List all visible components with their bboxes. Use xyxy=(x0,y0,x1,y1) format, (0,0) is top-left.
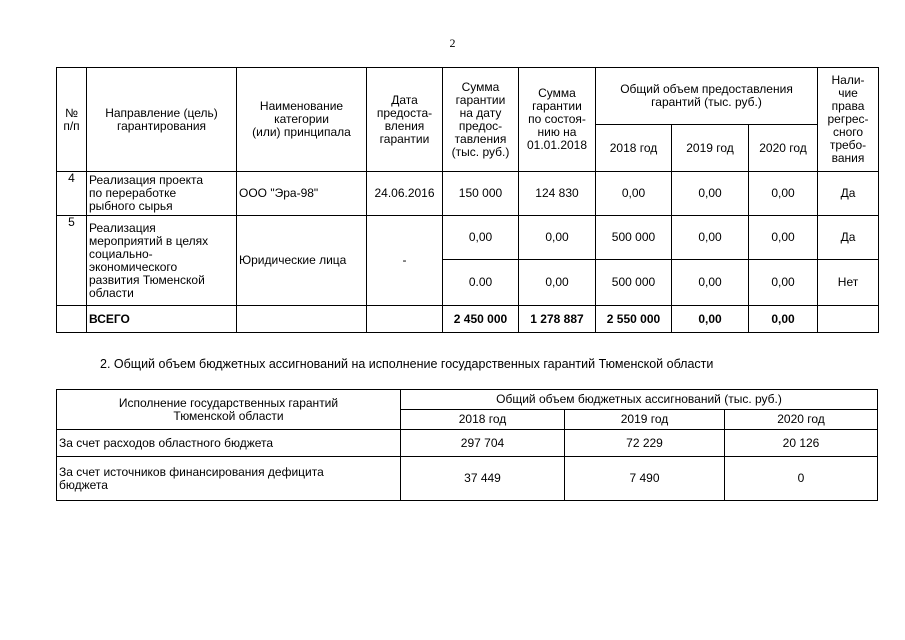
header-year-2019: 2019 год xyxy=(565,410,725,430)
row-sum-state: 124 830 xyxy=(519,172,596,216)
header-total-allocations: Общий объем бюджетных ассигнований (тыс. руб.) xyxy=(401,390,878,410)
row-2018: 297 704 xyxy=(401,430,565,457)
total-empty-cell xyxy=(367,306,443,333)
row-direction: Реализация проекта по переработке рыбного сырья xyxy=(87,172,237,216)
header-regress: Нали- чие права регрес- сного требо- вания xyxy=(818,68,879,172)
section-2-title: 2. Общий объем бюджетных ассигнований на исполнение государственных гарантий Тюменской области xyxy=(100,357,714,371)
header-total-volume: Общий объем предоставления гарантий (тыс. руб.) xyxy=(596,68,818,125)
row-date: - xyxy=(367,216,443,306)
header-sum-date: Сумма гарантии на дату предос- тавления (тыс. руб.) xyxy=(443,68,519,172)
row-date: 24.06.2016 xyxy=(367,172,443,216)
header-year-2018: 2018 год xyxy=(596,125,672,172)
total-empty-cell xyxy=(237,306,367,333)
header-num: № п/п xyxy=(57,68,87,172)
row-num: 4 xyxy=(57,172,87,216)
row-label: За счет расходов областного бюджета xyxy=(57,430,401,457)
table-row xyxy=(57,172,879,216)
row-2018: 0,00 xyxy=(596,172,672,216)
row-2018: 500 000 xyxy=(596,216,672,260)
header-year-2019: 2019 год xyxy=(672,125,749,172)
header-direction: Направление (цель) гарантирования xyxy=(87,68,237,172)
table-row xyxy=(57,216,879,260)
total-sum-state: 1 278 887 xyxy=(519,306,596,333)
total-empty-cell xyxy=(818,306,879,333)
page-number: 2 xyxy=(449,36,456,50)
total-row xyxy=(57,306,879,333)
total-sum-date: 2 450 000 xyxy=(443,306,519,333)
row-2019: 0,00 xyxy=(672,260,749,306)
total-2019: 0,00 xyxy=(672,306,749,333)
total-empty-cell xyxy=(57,306,87,333)
header-year-2020: 2020 год xyxy=(749,125,818,172)
table-row xyxy=(57,430,878,457)
row-2019: 7 490 xyxy=(565,457,725,501)
row-2018: 500 000 xyxy=(596,260,672,306)
row-sum-date: 150 000 xyxy=(443,172,519,216)
header-principal: Наименование категории (или) принципала xyxy=(237,68,367,172)
row-direction: Реализация мероприятий в целях социально- экономического развития Тюменской области xyxy=(87,216,237,306)
header-year-2020: 2020 год xyxy=(725,410,878,430)
row-label: За счет источников финансирования дефицита бюджета xyxy=(57,457,401,501)
row-2020: 20 126 xyxy=(725,430,878,457)
row-2019: 0,00 xyxy=(672,216,749,260)
header-sum-state: Сумма гарантии по состоя- нию на 01.01.2018 xyxy=(519,68,596,172)
row-sum-state: 0,00 xyxy=(519,216,596,260)
row-2020: 0,00 xyxy=(749,172,818,216)
budget-allocations-table xyxy=(56,389,878,501)
total-label: ВСЕГО xyxy=(87,306,237,333)
row-principal: ООО "Эра-98" xyxy=(237,172,367,216)
row-2020: 0 xyxy=(725,457,878,501)
row-sum-date: 0,00 xyxy=(443,216,519,260)
row-num: 5 xyxy=(57,216,87,306)
guarantees-table xyxy=(56,67,879,333)
total-2020: 0,00 xyxy=(749,306,818,333)
table-row xyxy=(57,457,878,501)
header-year-2018: 2018 год xyxy=(401,410,565,430)
row-2019: 72 229 xyxy=(565,430,725,457)
row-regress: Нет xyxy=(818,260,879,306)
row-2020: 0,00 xyxy=(749,216,818,260)
row-regress: Да xyxy=(818,172,879,216)
row-sum-state: 0,00 xyxy=(519,260,596,306)
row-regress: Да xyxy=(818,216,879,260)
row-2020: 0,00 xyxy=(749,260,818,306)
row-2018: 37 449 xyxy=(401,457,565,501)
row-sum-date: 0.00 xyxy=(443,260,519,306)
row-principal: Юридические лица xyxy=(237,216,367,306)
total-2018: 2 550 000 xyxy=(596,306,672,333)
header-date: Дата предоста- вления гарантии xyxy=(367,68,443,172)
row-2019: 0,00 xyxy=(672,172,749,216)
header-execution: Исполнение государственных гарантий Тюменской области xyxy=(57,390,401,430)
